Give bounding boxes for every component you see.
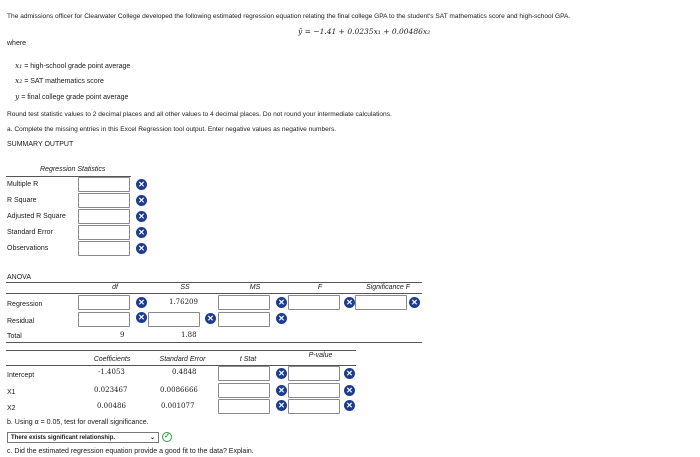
x1-se-value: 0.0086666 [160,386,198,394]
intercept-tstat-input[interactable] [218,366,270,381]
r-square-input[interactable] [78,193,130,208]
rounding-instructions: Round test statistic values to 2 decimal places and all other values to 4 decimal places. Do not round your intermediate calculations. [7,111,392,118]
coef-row-label: Intercept [7,372,35,379]
x1-pvalue-input[interactable] [288,383,340,398]
anova-header-f: F [317,284,323,291]
close-circle-icon: ✕ [276,313,287,324]
close-circle-icon: ✕ [344,385,355,396]
close-circle-icon: ✕ [136,195,147,206]
anova-title: ANOVA [7,274,31,281]
total-ss-value: 1.88 [181,331,197,339]
close-circle-icon: ✕ [344,297,355,308]
regression-ms-input[interactable] [218,295,270,310]
coef-header-p-value: P-value [308,352,333,359]
multiple-r-input[interactable] [78,177,130,192]
regression-equation: ŷ = −1.41 + 0.0235x₁ + 0.00486x₂ [298,27,431,36]
label-adjusted-r-square: Adjusted R Square [7,213,66,220]
close-circle-icon: ✕ [276,297,287,308]
close-circle-icon: ✕ [344,400,355,411]
close-circle-icon: ✕ [136,227,147,238]
regression-df-input[interactable] [78,295,130,310]
label-observations: Observations [7,245,49,252]
anova-row-label: Regression [7,301,43,308]
x2-coef-value: 0.00486 [97,402,126,410]
part-a-prompt: a. Complete the missing entries in this Excel Regression tool output. Enter negative values as negative numbers. [7,126,337,133]
close-circle-icon: ✕ [136,211,147,222]
close-circle-icon: ✕ [344,368,355,379]
coef-row-label: X2 [7,405,16,412]
close-circle-icon: ✕ [136,297,147,308]
close-circle-icon: ✕ [136,179,147,190]
x2-tstat-input[interactable] [218,399,270,414]
residual-ss-input[interactable] [148,312,200,327]
summary-output-title: SUMMARY OUTPUT [7,141,74,148]
anova-row-label: Residual [7,318,35,325]
close-circle-icon: ✕ [205,313,216,324]
x1-tstat-input[interactable] [218,383,270,398]
regression-ss-value: 1.76209 [169,298,198,306]
chevron-down-icon: ⌄ [149,435,155,441]
observations-input[interactable] [78,241,130,256]
coef-header-standard-error: Standard Error [159,356,206,363]
intercept-pvalue-input[interactable] [288,366,340,381]
x2-pvalue-input[interactable] [288,399,340,414]
part-c-prompt: c. Did the estimated regression equation provide a good fit to the data? Explain. [7,448,254,455]
residual-ms-input[interactable] [218,312,270,327]
anova-row-label: Total [7,333,22,340]
intro-text: The admissions officer for Clearwater College developed the following estimated regression equation relating the final college GPA to the student's SAT mathematics score and high-school GPA. [7,13,571,20]
coef-row-label: X1 [7,389,16,396]
residual-df-input[interactable] [78,312,130,327]
selected-value: There exists significant relationship. [11,435,116,441]
var-x1: x₁ = high-school grade point average [15,61,131,70]
adjusted-r-square-input[interactable] [78,209,130,224]
anova-header-df: df [112,284,118,291]
anova-header-ms: MS [249,284,261,291]
var-y: y = final college grade point average [15,92,129,101]
label-multiple-r: Multiple R [7,181,39,188]
coef-header-coefficients: Coefficients [93,356,131,363]
part-b-prompt: b. Using α = 0.05, test for overall significance. [7,419,149,426]
var-x2: x₂ = SAT mathematics score [15,76,104,85]
standard-error-input[interactable] [78,225,130,240]
x1-coef-value: 0.023467 [94,386,128,394]
close-circle-icon: ✕ [409,297,420,308]
regression-f-input[interactable] [288,295,340,310]
close-circle-icon: ✕ [276,385,287,396]
significance-conclusion-select[interactable] [7,432,159,443]
significance-f-input[interactable] [355,295,407,310]
close-circle-icon: ✕ [136,312,147,323]
intercept-coef-value: -1.4053 [98,368,125,376]
total-df-value: 9 [120,331,125,339]
check-circle-icon: ✓ [162,432,172,442]
anova-header-significance-f: Significance F [366,284,410,291]
label-standard-error: Standard Error [7,229,53,236]
regression-statistics-title: Regression Statistics [40,166,106,173]
where-label: where [7,40,27,47]
label-r-square: R Square [7,197,37,204]
intercept-se-value: 0.4848 [172,368,197,376]
close-circle-icon: ✕ [276,368,287,379]
close-circle-icon: ✕ [136,243,147,254]
coef-header-t-stat: t Stat [239,356,257,363]
x2-se-value: 0.001077 [161,402,195,410]
close-circle-icon: ✕ [276,400,287,411]
anova-header-ss: SS [180,284,190,291]
